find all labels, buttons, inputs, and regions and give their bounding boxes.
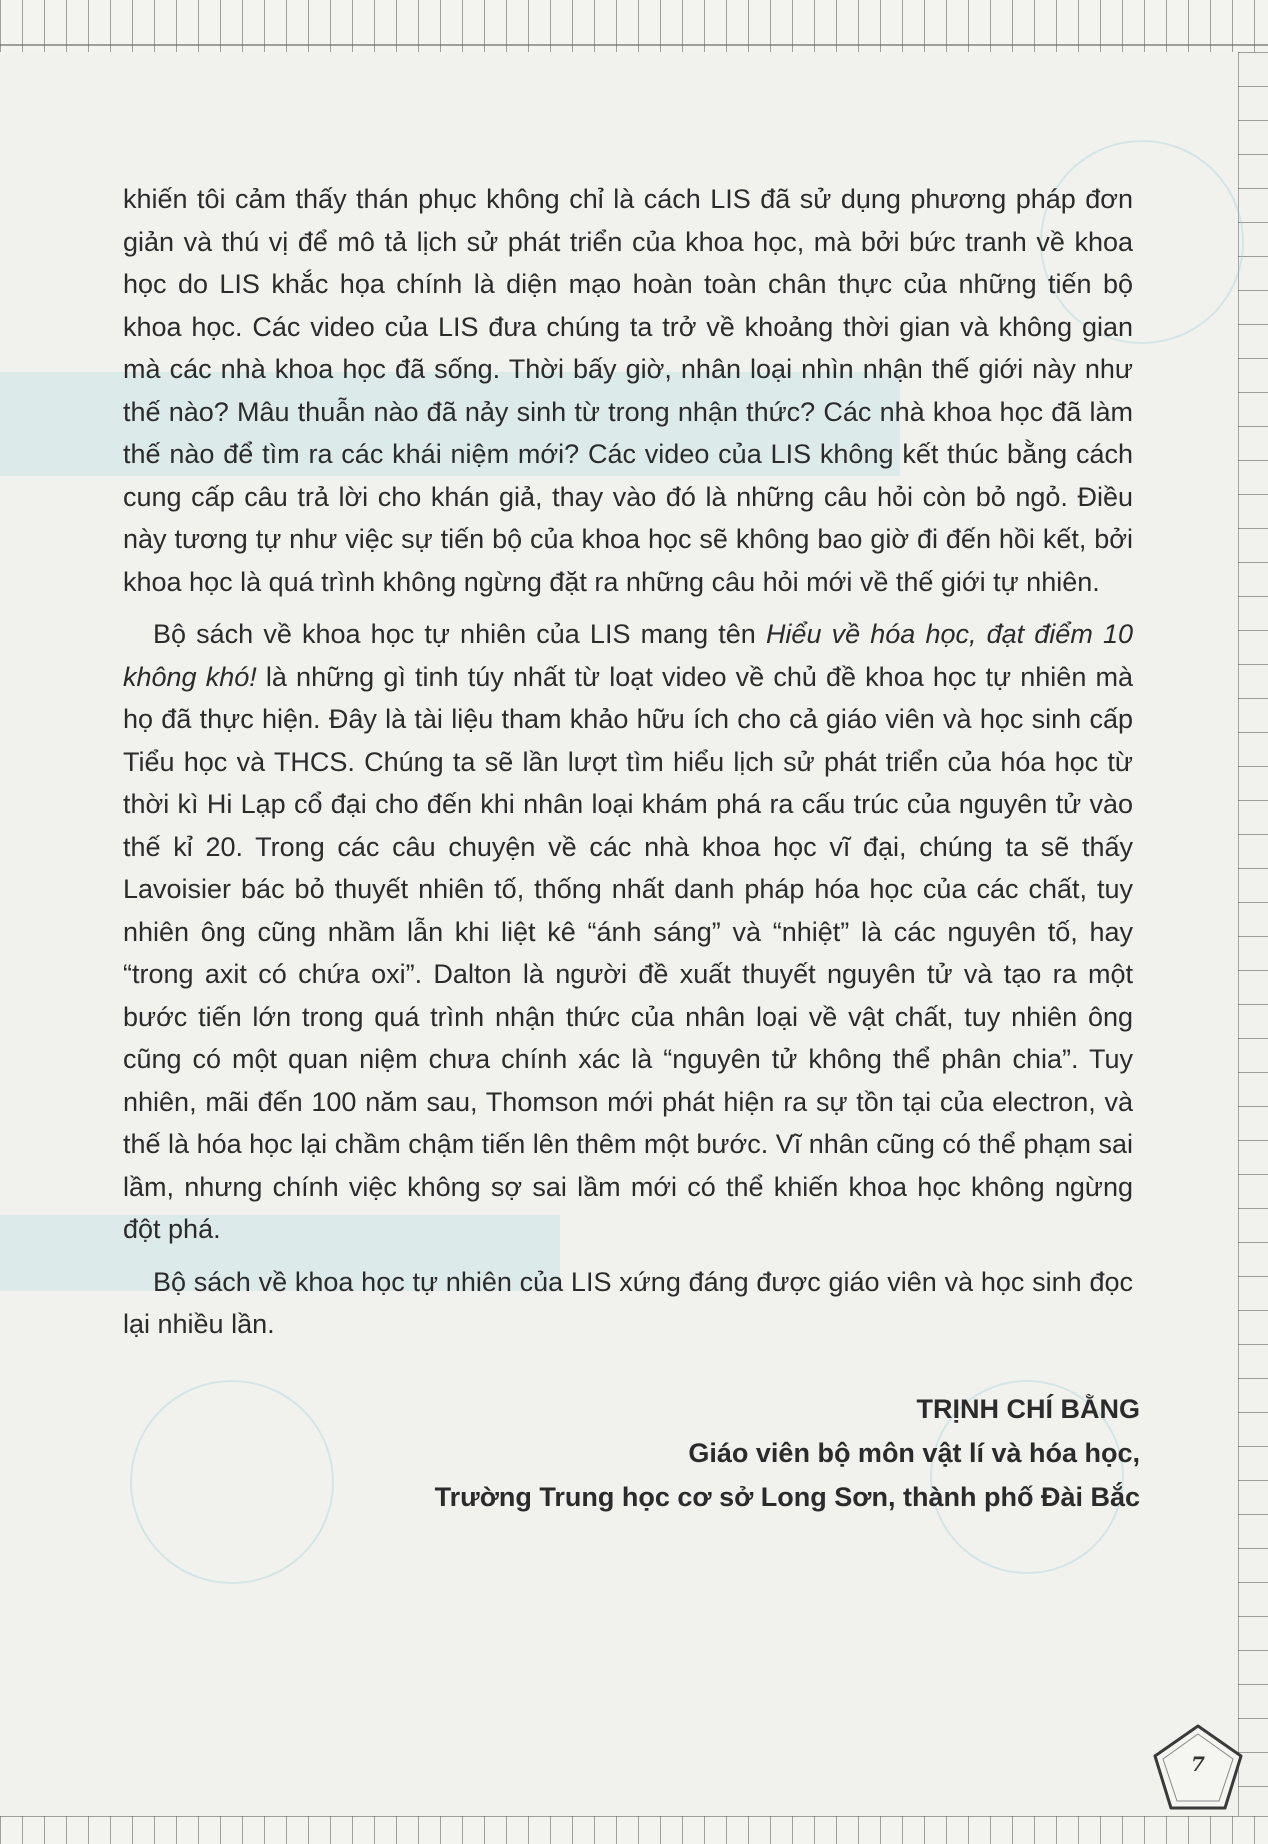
author-role: Giáo viên bộ môn vật lí và hóa học, <box>688 1438 1140 1468</box>
page-number: 7 <box>1191 1752 1205 1776</box>
article-body <box>123 178 1133 1346</box>
paragraph-text: Bộ sách về khoa học tự nhiên của LIS mang tên <box>153 619 766 649</box>
page-number-badge <box>1148 1720 1248 1816</box>
book-title: Hiểu về hóa học, đạt điểm 10 không khó! <box>123 619 1133 692</box>
signature-block <box>435 1387 1140 1519</box>
top-ruler-strip <box>0 0 1268 52</box>
bottom-ruler-strip <box>0 1816 1268 1844</box>
right-ruler-strip <box>1238 52 1268 1816</box>
paragraph-text: là những gì tinh túy nhất từ loạt video về chủ đề khoa học tự nhiên mà họ đã thực hiện. Đây là tài liệu tham khảo hữu ích cho cả giáo viên và học sinh cấp Tiểu học và THCS. Chúng ta sẽ lần lượt tìm hiểu lịch sử phát triển của hóa học từ thời kì Hi Lạp cổ đại cho đến khi nhân loại khám phá ra cấu trúc của nguyên tử vào thế kỉ 20. Trong các câu chuyện về các nhà khoa học vĩ đại, chúng ta sẽ thấy Lavoisier bác bỏ thuyết nhiên tố, thống nhất danh pháp hóa học của các chất, tuy nhiên ông cũng nhầm lẫn khi liệt kê “ánh sáng” và “nhiệt” là các nguyên tố, hay “trong axit có chứa oxi”. Dalton là người đề xuất thuyết nguyên tử và tạo ra một bước tiến lớn trong quá trình nhận thức của nhân loại về vật chất, tuy nhiên ông cũng có một quan niệm chưa chính xác là “nguyên tử không thể phân chia”. Tuy nhiên, mãi đến 100 năm sau, Thomson mới phát hiện ra sự tồn tại của electron, và thế là hóa học lại chầm chậm tiến lên thêm một bước. Vĩ nhân cũng có thể phạm sai lầm, nhưng chính việc không sợ sai lầm mới có thể khiến khoa học không ngừng đột phá. <box>123 661 1133 1244</box>
author-name: TRỊNH CHÍ BẰNG <box>916 1394 1140 1424</box>
background-circle <box>130 1380 334 1584</box>
paragraph: Bộ sách về khoa học tự nhiên của LIS xứng đáng được giáo viên và học sinh đọc lại nhiều lần. <box>123 1266 1133 1339</box>
paragraph <box>123 613 1133 1251</box>
paragraph: khiến tôi cảm thấy thán phục không chỉ là cách LIS đã sử dụng phương pháp đơn giản và thú vị để mô tả lịch sử phát triển của khoa học, mà bởi bức tranh về khoa học do LIS khắc họa chính là diện mạo hoàn toàn chân thực của những tiến bộ khoa học. Các video của LIS đưa chúng ta trở về khoảng thời gian và không gian mà các nhà khoa học đã sống. Thời bấy giờ, nhân loại nhìn nhận thế giới này như thế nào? Mâu thuẫn nào đã nảy sinh từ trong nhận thức? Các nhà khoa học đã làm thế nào để tìm ra các khái niệm mới? Các video của LIS không kết thúc bằng cách cung cấp câu trả lời cho khán giả, thay vào đó là những câu hỏi còn bỏ ngỏ. Điều này tương tự như việc sự tiến bộ của khoa học sẽ không bao giờ đi đến hồi kết, bởi khoa học là quá trình không ngừng đặt ra những câu hỏi mới về thế giới tự nhiên. <box>123 184 1133 597</box>
author-school: Trường Trung học cơ sở Long Sơn, thành phố Đài Bắc <box>434 1482 1140 1512</box>
